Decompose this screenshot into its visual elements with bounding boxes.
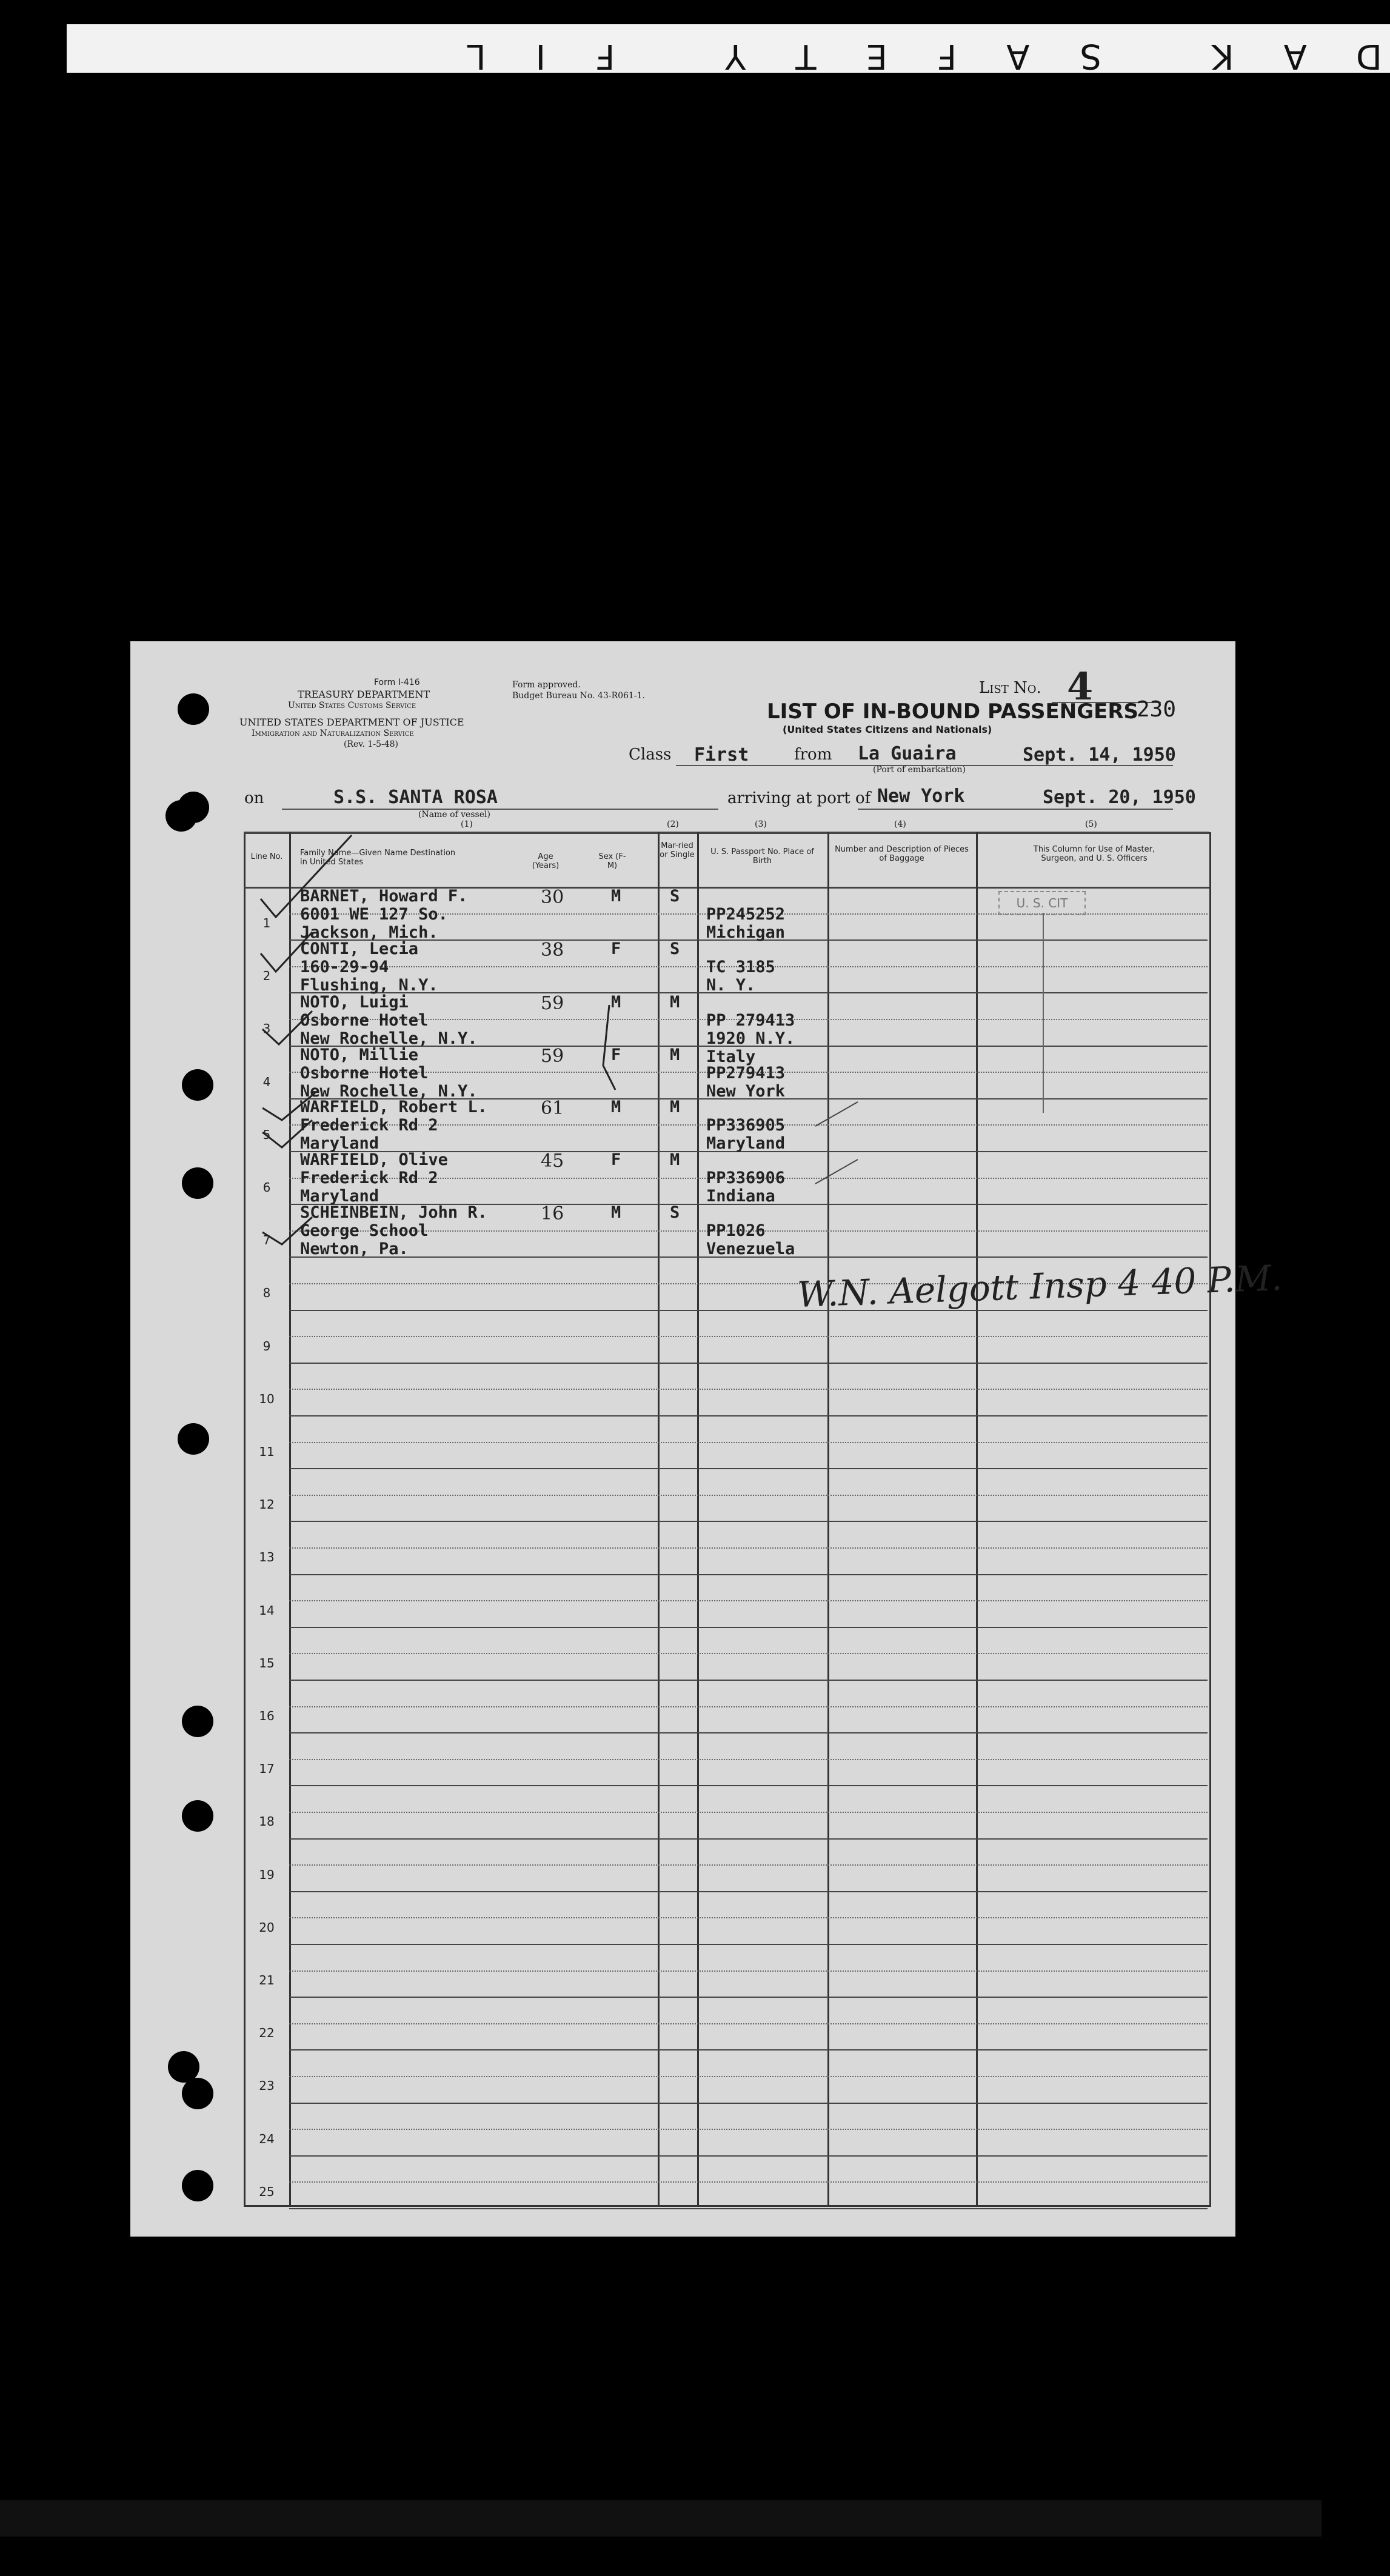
line-number: 20 [259,1920,275,1935]
form-revision: (Rev. 1-5-48) [344,739,398,749]
page-number: 230 [1137,697,1177,722]
col-header-passport: U. S. Passport No. Place of Birth [710,847,814,866]
passenger-ms: M [670,1150,680,1169]
line-number: 3 [262,1021,271,1036]
row-dotted-divider [289,2023,1208,2024]
passenger-birth: New York [706,1082,786,1101]
col-header-name: Family Name—Given Name Destination in United States [300,849,456,867]
film-edge-text: DAK SAFETY FIL [417,36,1382,76]
row-dotted-divider [289,1600,1208,1601]
arrival-port: New York [877,786,965,807]
embarkation-port: La Guaira [858,743,957,764]
page-subtitle: (United States Citizens and Nationals) [783,724,992,735]
passenger-addr2: Flushing, N.Y. [300,976,438,995]
col-num-2: (2) [667,819,679,829]
passenger-addr1: Frederick Rd 2 [300,1116,438,1135]
customs-service: United States Customs Service [288,701,416,710]
row-dotted-divider [289,1495,1208,1496]
row-divider [289,2049,1208,2050]
line-number: 1 [262,916,271,930]
passenger-birth: N. Y. [706,976,756,995]
punch-hole [178,693,209,725]
col-header-age: Age (Years) [532,852,560,870]
passenger-sex: F [611,939,621,958]
passenger-addr2: New Rochelle, N.Y. [300,1029,478,1048]
from-label: from [794,746,832,764]
punch-hole [182,1800,213,1832]
vessel-caption: (Name of vessel) [418,810,490,819]
line-number: 2 [262,969,271,984]
passenger-ms: S [670,887,680,906]
list-no-label: List No. [979,679,1041,697]
passenger-age: 59 [541,993,564,1014]
passenger-ms: M [670,1098,680,1116]
row-dotted-divider [289,1917,1208,1918]
row-divider [289,1521,1208,1522]
row-divider [289,1997,1208,1998]
punch-hole [182,2078,213,2109]
passenger-name: NOTO, Millie [300,1046,419,1064]
list-number: 4 [1067,664,1094,709]
punch-hole [182,1706,213,1737]
row-dotted-divider [289,1759,1208,1760]
passenger-age: 38 [541,939,564,961]
line-number: 4 [262,1074,271,1089]
passenger-birth2: Italy [706,1047,756,1066]
passenger-passport: PP245252 [706,905,786,924]
col-header-married: Mar-ried or Single [660,841,695,859]
passenger-sex: M [611,1203,621,1222]
col-header-officers: This Column for Use of Master, Surgeon, and U. S. Officers [1033,845,1155,863]
passenger-passport: PP336906 [706,1169,786,1187]
passenger-birth: Venezuela [706,1240,795,1258]
col-header-baggage: Number and Description of Pieces of Baggage [835,845,969,863]
passenger-passport: PP279413 [706,1064,786,1083]
row-dotted-divider [289,2129,1208,2130]
row-divider [289,1310,1208,1311]
punch-hole [182,1167,213,1199]
col-num-3: (3) [755,819,767,829]
line-number: 12 [259,1497,275,1512]
passenger-age: 30 [541,887,564,908]
row-divider [289,1838,1208,1840]
row-divider [289,1627,1208,1628]
punch-hole [182,2170,213,2201]
line-number: 17 [259,1761,275,1777]
passenger-addr2: Maryland [300,1134,379,1153]
row-divider [289,1415,1208,1416]
passenger-addr1: 160-29-94 [300,958,389,976]
passenger-age: 45 [541,1150,564,1172]
passenger-name: NOTO, Luigi [300,993,409,1012]
line-number: 11 [259,1444,275,1459]
embark-caption: (Port of embarkation) [873,765,966,775]
arrival-date: Sept. 20, 1950 [1043,787,1196,808]
line-number: 19 [259,1867,275,1882]
passenger-birth: Maryland [706,1134,786,1153]
line-number: 18 [259,1814,275,1829]
passenger-age: 59 [541,1046,564,1067]
passenger-age: 16 [541,1203,564,1224]
form-approved: Form approved. [512,680,581,690]
passenger-passport: PP 279413 [706,1011,795,1030]
passenger-passport: TC 3185 [706,958,775,976]
passenger-ms: S [670,1203,680,1222]
line-number: 22 [259,2026,275,2041]
line-number: 25 [259,2184,275,2199]
passenger-addr1: Frederick Rd 2 [300,1169,438,1187]
immigration-service: Immigration and Naturalization Service [252,729,414,738]
line-number: 6 [262,1180,271,1195]
row-dotted-divider [289,1864,1208,1866]
row-divider [289,2103,1208,2104]
col-header-sex: Sex (F-M) [598,852,626,870]
row-dotted-divider [289,2076,1208,2077]
justice-dept: UNITED STATES DEPARTMENT OF JUSTICE [239,716,464,728]
row-dotted-divider [289,1653,1208,1654]
punch-hole [165,800,197,832]
row-dotted-divider [289,1706,1208,1707]
passenger-name: WARFIELD, Olive [300,1150,448,1169]
row-divider [289,1732,1208,1733]
passenger-ms: M [670,993,680,1012]
line-number: 8 [262,1286,271,1301]
passenger-passport: PP1026 [706,1221,766,1240]
arriving-label: arriving at port of [727,789,871,807]
line-number: 15 [259,1655,275,1670]
passenger-name: CONTI, Lecia [300,939,419,958]
passenger-sex: M [611,993,621,1012]
passenger-addr2: Maryland [300,1187,379,1206]
line-number: 21 [259,1973,275,1987]
passenger-sex: F [611,1046,621,1064]
passenger-age: 61 [541,1098,564,1119]
line-number: 10 [259,1391,275,1406]
line-number: 9 [262,1338,271,1353]
class-label: Class [629,746,672,764]
row-divider [289,1680,1208,1681]
row-dotted-divider [289,1547,1208,1549]
col-num-4: (4) [894,819,906,829]
treasury-dept: TREASURY DEPARTMENT [298,689,430,700]
passenger-birth: 1920 N.Y. [706,1029,795,1048]
row-divider [289,1785,1208,1786]
passenger-sex: M [611,887,621,906]
passenger-name: BARNET, Howard F. [300,887,468,906]
row-divider [289,1891,1208,1892]
row-dotted-divider [289,1812,1208,1813]
class-value: First [694,744,749,766]
punch-hole [182,1069,213,1101]
line-number: 7 [262,1233,271,1248]
line-number: 13 [259,1550,275,1565]
on-label: on [244,789,264,807]
row-divider [289,1468,1208,1469]
passenger-addr1: George School [300,1221,429,1240]
row-dotted-divider [289,1336,1208,1337]
film-bottom-edge [0,2500,1322,2537]
manifest-page [130,641,1283,2237]
passenger-addr2: Newton, Pa. [300,1240,409,1258]
col-num-1: (1) [461,819,473,829]
passenger-addr1: Osborne Hotel [300,1011,429,1030]
passenger-birth: Indiana [706,1187,775,1206]
form-number: Form I-416 [374,678,420,687]
passenger-addr2: New Rochelle, N.Y. [300,1082,478,1101]
passenger-name: SCHEINBEIN, John R. [300,1203,487,1222]
col-header-line: Line No. [250,852,283,861]
col-num-5: (5) [1085,819,1097,829]
passenger-name: WARFIELD, Robert L. [300,1098,487,1116]
passenger-ms: M [670,1046,680,1064]
passenger-passport: PP336905 [706,1116,786,1135]
line-number: 16 [259,1709,275,1723]
row-dotted-divider [289,2181,1208,2183]
row-divider [289,2208,1208,2209]
row-divider [289,1363,1208,1364]
budget-bureau: Budget Bureau No. 43-R061-1. [512,691,645,701]
line-number: 14 [259,1603,275,1618]
passenger-addr1: 6001 WE 127 So. [300,905,448,924]
row-dotted-divider [289,1389,1208,1390]
row-dotted-divider [289,1442,1208,1443]
passenger-ms: S [670,939,680,958]
row-dotted-divider [289,1970,1208,1972]
passenger-birth: Michigan [706,923,786,942]
line-number: 24 [259,2131,275,2146]
row-divider [289,2155,1208,2157]
departure-date: Sept. 14, 1950 [1023,744,1176,766]
passenger-addr1: Osborne Hotel [300,1064,429,1083]
page-title: LIST OF IN-BOUND PASSENGERS [767,699,1138,724]
line-number: 5 [262,1127,271,1142]
row-divider [289,1574,1208,1575]
citizen-stamp: U. S. CIT [998,891,1086,915]
passenger-sex: F [611,1150,621,1169]
row-divider [289,1944,1208,1945]
inspector-annotation: W.N. Aelgott Insp 4 40 P.M. [797,1257,1283,1315]
punch-hole [178,1423,209,1455]
vessel-name: S.S. SANTA ROSA [333,787,498,808]
passenger-addr2: Jackson, Mich. [300,923,438,942]
passenger-sex: M [611,1098,621,1116]
line-number: 23 [259,2078,275,2094]
